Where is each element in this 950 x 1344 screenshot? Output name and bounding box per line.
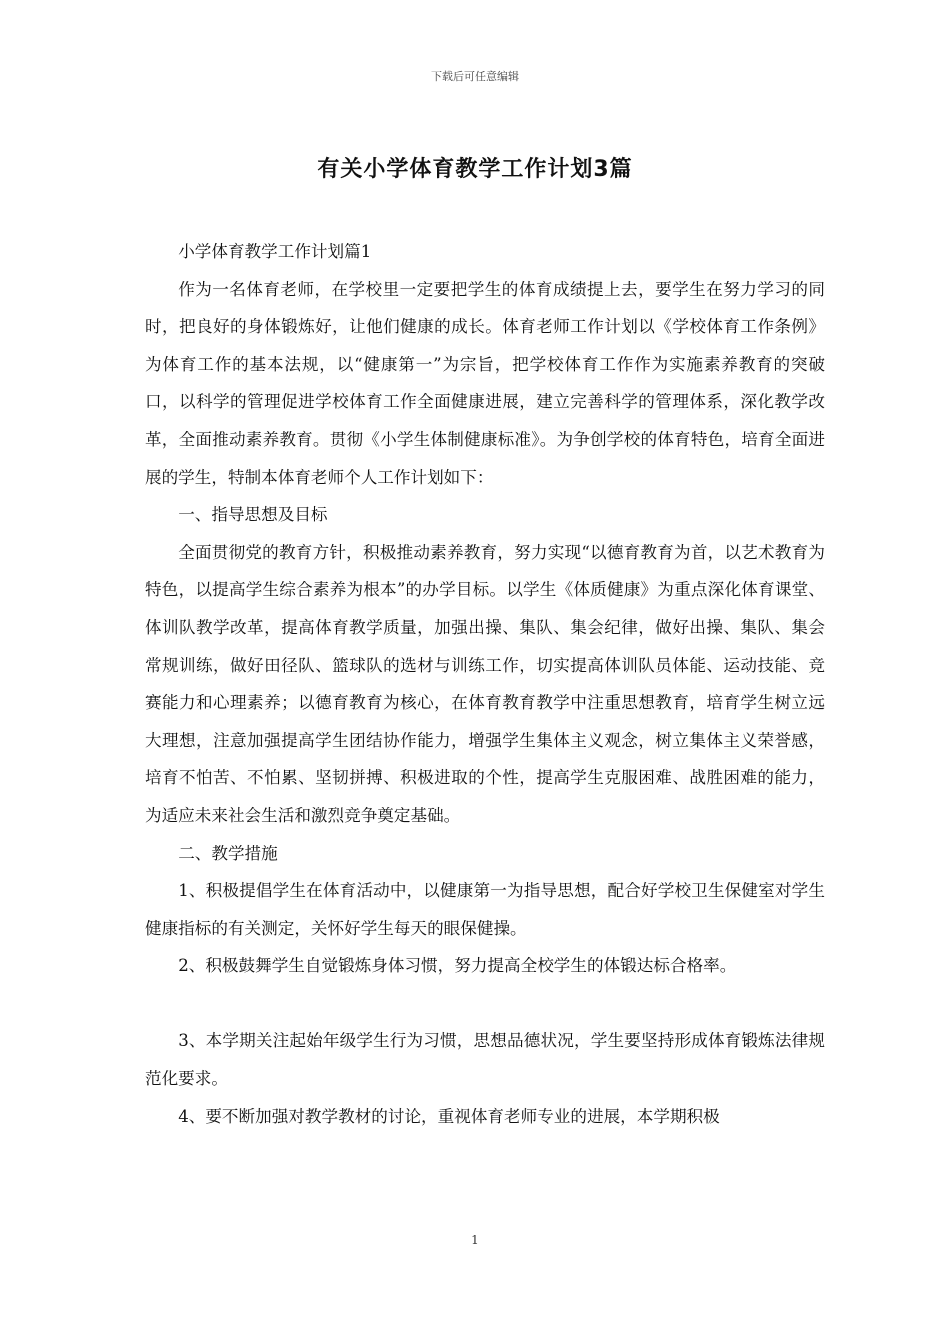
measure-item-2: 2、积极鼓舞学生自觉锻炼身体习惯，努力提高全校学生的体锻达标合格率。 [178,956,737,976]
page-number: 1 [471,1233,479,1247]
document-body [145,233,825,1135]
header-note: 下载后可任意编辑 [431,70,519,83]
section-heading-part-1: 小学体育教学工作计划篇1 [178,242,372,261]
guiding-ideology-paragraph: 全面贯彻党的教育方针，积极推动素养教育，努力实现“以德育教育为首，以艺术教育为特色，以提高学生综合素养为根本”的办学目标。以学生《体质健康》为重点深化体育课堂、体训队教学改革，提高体育教学质量，加强出操、集队、集会纪律，做好出操、集队、集会常规训练，做好田径队、篮球队的选材与训练工作，切实提高体训队员体能、运动技能、竞赛能力和心理素养；以德育教育为核心，在体育教育教学中注重思想教育，培育学生树立远大理想，注意加强提高学生团结协作能力，增强学生集体主义观念，树立集体主义荣誉感，培育不怕苦、不怕累、坚韧拼搏、积极进取的个性，提高学生克服困难、战胜困难的能力，为适应未来社会生活和激烈竞争奠定基础。 [145,542,825,825]
document-title: 有关小学体育教学工作计划3篇 [317,157,633,182]
section-heading-teaching-measures: 二、教学措施 [178,843,278,863]
measure-item-1: 1、积极提倡学生在体育活动中，以健康第一为指导思想，配合好学校卫生保健室对学生健康指标的有关测定，关怀好学生每天的眼保健操。 [145,881,825,938]
measure-item-3: 3、本学期关注起始年级学生行为习惯，思想品德状况，学生要坚持形成体育锻炼法律规范化要求。 [145,1031,825,1089]
intro-paragraph: 作为一名体育老师，在学校里一定要把学生的体育成绩提上去，要学生在努力学习的同时，把良好的身体锻炼好，让他们健康的成长。体育老师工作计划以《学校体育工作条例》为体育工作的基本法规，以“健康第一”为宗旨，把学校体育工作作为实施素养教育的突破口，以科学的管理促进学校体育工作全面健康进展，建立完善科学的管理体系，深化教学改革，全面推动素养教育。贯彻《小学生体制健康标准》。为争创学校的体育特色，培育全面进展的学生，特制本体育老师个人工作计划如下： [145,279,825,487]
measure-item-4: 4、要不断加强对教学教材的讨论，重视体育老师专业的进展，本学期积极 [178,1106,720,1126]
section-heading-guiding-ideology: 一、指导思想及目标 [178,505,328,525]
